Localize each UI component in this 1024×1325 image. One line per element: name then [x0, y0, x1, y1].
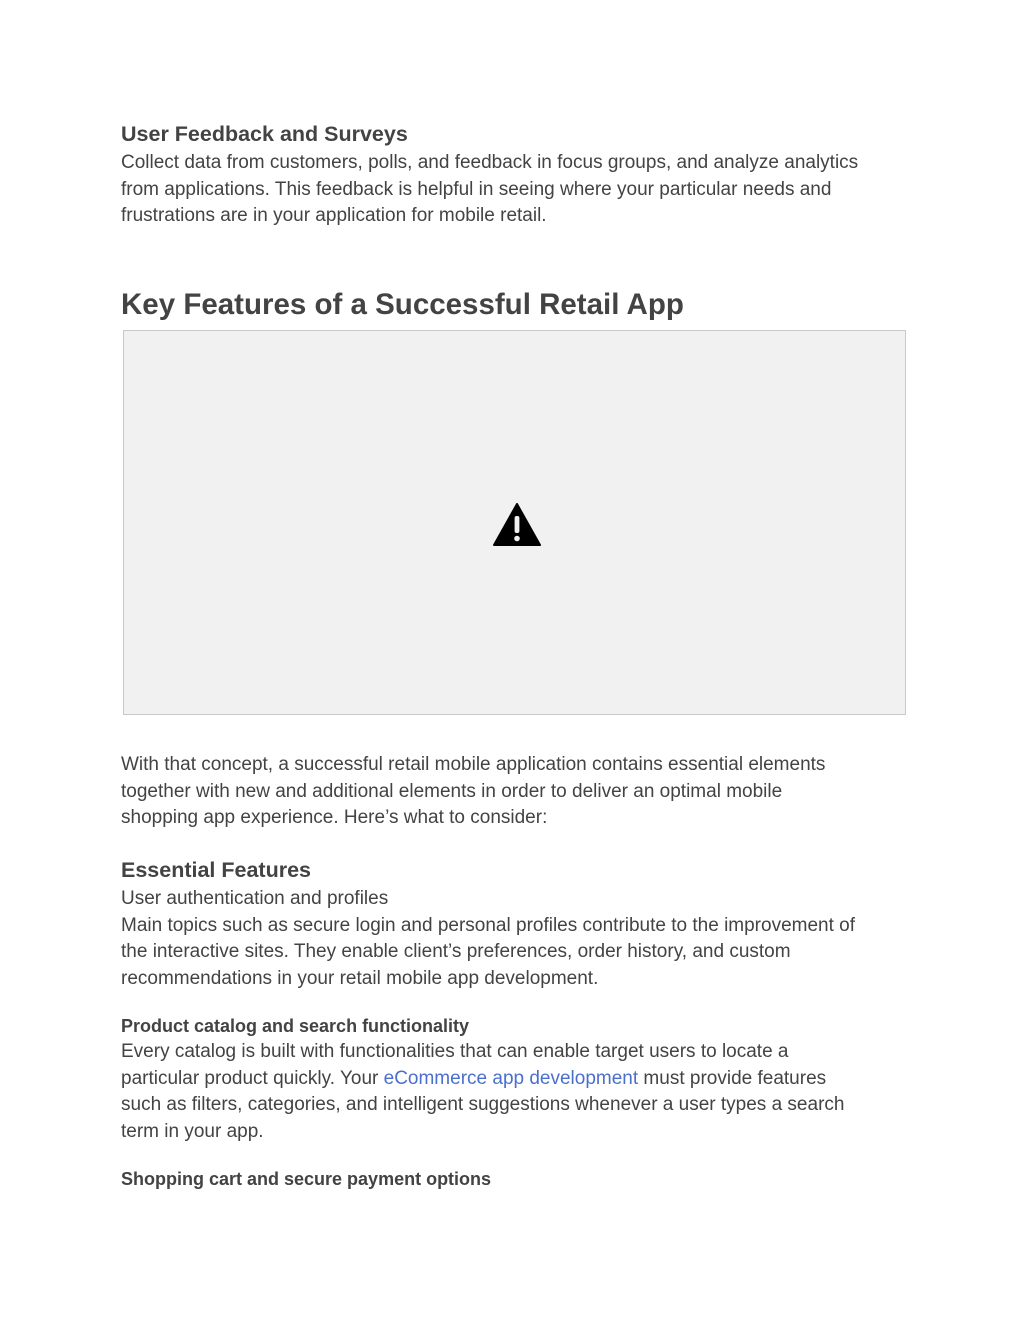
- section-heading-essential-features: Essential Features: [121, 858, 312, 882]
- paragraph-line: term in your app.: [121, 1120, 264, 1142]
- auth-paragraph: [121, 886, 911, 992]
- cart-heading: Shopping cart and secure payment options: [121, 1169, 492, 1189]
- section-heading-key-features: Key Features of a Successful Retail App: [121, 288, 684, 321]
- paragraph-line: recommendations in your retail mobile app development.: [121, 967, 599, 989]
- paragraph-line: [121, 1066, 911, 1093]
- paragraph-line: frustrations are in your application for mobile retail.: [121, 205, 547, 226]
- paragraph-line: from applications. This feedback is helpful in seeing where your particular needs and: [121, 178, 832, 200]
- paragraph-line: Main topics such as secure login and personal profiles contribute to the improvement of: [121, 914, 856, 936]
- section-heading-user-feedback: User Feedback and Surveys: [121, 122, 408, 146]
- paragraph-line: together with new and additional elements in order to deliver an optimal mobile: [121, 780, 783, 802]
- paragraph-line: shopping app experience. Here’s what to consider:: [121, 807, 548, 828]
- paragraph-text: must provide features: [638, 1067, 827, 1089]
- catalog-heading: Product catalog and search functionality: [121, 1016, 470, 1036]
- paragraph-line: the interactive sites. They enable client’s preferences, order history, and custom: [121, 941, 791, 962]
- warning-icon: [493, 503, 541, 547]
- ecommerce-app-development-link[interactable]: eCommerce app development: [383, 1067, 639, 1089]
- broken-image-placeholder: [123, 330, 906, 715]
- user-feedback-paragraph: [121, 150, 911, 230]
- auth-subtitle: User authentication and profiles: [121, 888, 389, 909]
- paragraph-text: particular product quickly. Your: [121, 1067, 384, 1089]
- catalog-paragraph: [121, 1039, 911, 1145]
- paragraph-line: Collect data from customers, polls, and feedback in focus groups, and analyze analytics: [121, 152, 859, 173]
- key-features-intro-paragraph: [121, 752, 911, 832]
- paragraph-line: Every catalog is built with functionalities that can enable target users to locate a: [121, 1041, 789, 1062]
- paragraph-line: such as filters, categories, and intelligent suggestions whenever a user types a search: [121, 1094, 845, 1115]
- paragraph-line: With that concept, a successful retail mobile application contains essential elements: [121, 754, 826, 775]
